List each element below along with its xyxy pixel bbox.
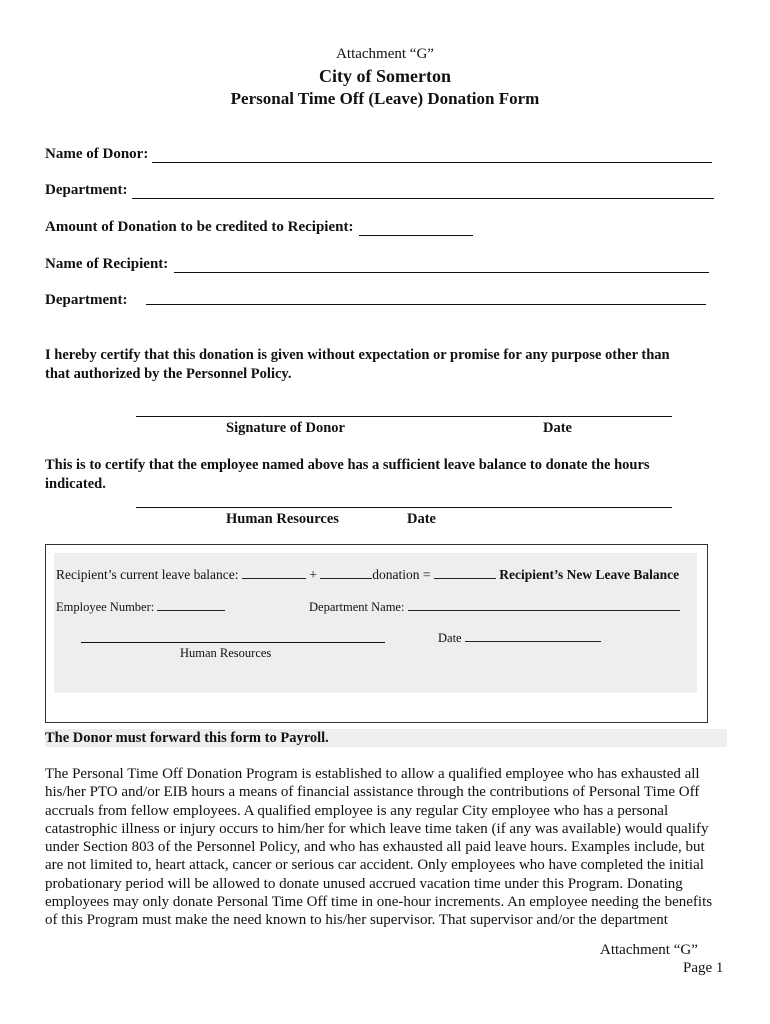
hr-certification: [45, 456, 650, 494]
donor-certification: [45, 346, 670, 384]
recipient-department-field[interactable]: [146, 304, 706, 305]
office-use-box: [45, 544, 708, 723]
office-date-row: [438, 631, 601, 646]
donor-name-field[interactable]: [152, 162, 712, 163]
office-hr-label: Human Resources: [180, 646, 272, 660]
department-label: Department:: [45, 182, 128, 198]
department-field[interactable]: [132, 198, 714, 199]
program-description-line: employees may only donate Personal Time Off time in one-hour increments. An employee needing the benefits: [45, 894, 713, 911]
recipient-department-label: Department:: [45, 292, 128, 308]
donation-amount-label: Amount of Donation to be credited to Recipient:: [45, 219, 354, 235]
recipient-name-field[interactable]: [174, 272, 709, 273]
city-name: City of Somerton: [319, 66, 451, 86]
employee-number-field[interactable]: [157, 609, 225, 611]
department-name-label: Department Name:: [309, 600, 405, 614]
hr-signature-label: Human Resources: [226, 511, 339, 527]
office-date-field[interactable]: [465, 640, 601, 642]
department-name-field[interactable]: [408, 609, 680, 611]
office-hr-signature-line[interactable]: [81, 642, 385, 643]
page-number: Page 1: [683, 960, 724, 976]
plus-sign: +: [309, 567, 317, 582]
donation-hours-field[interactable]: [320, 577, 372, 579]
leave-balance-row: [56, 567, 679, 583]
program-description-line: catastrophic illness or injury occurs to him/her for which leave time taken (if any was available) would qualify: [45, 820, 709, 837]
donor-name-label: Name of Donor:: [45, 146, 149, 162]
form-title: Personal Time Off (Leave) Donation Form: [230, 89, 540, 108]
donor-certification-line: that authorized by the Personnel Policy.: [45, 366, 292, 382]
hr-certification-line: indicated.: [45, 476, 106, 492]
employee-number-row: [56, 600, 225, 615]
recipient-name-label: Name of Recipient:: [45, 256, 169, 272]
new-balance-field[interactable]: [434, 577, 496, 579]
program-description-line: of this Program must make the need known to his/her supervisor. That supervisor and/or the department: [45, 912, 668, 929]
department-name-row: [309, 600, 680, 615]
donation-amount-field[interactable]: [359, 235, 473, 236]
forward-note: The Donor must forward this form to Payroll.: [45, 730, 329, 746]
footer-attachment-label: Attachment “G”: [600, 942, 698, 958]
hr-signature-line[interactable]: [136, 507, 672, 508]
donor-signature-line[interactable]: [136, 416, 672, 417]
office-date-label: Date: [438, 631, 462, 645]
program-description: [45, 765, 735, 930]
donor-date-label: Date: [543, 420, 572, 436]
program-description-line: his/her PTO and/or EIB hours a means of financial assistance through the contributions of Personal Time Off: [45, 784, 700, 801]
current-balance-field[interactable]: [242, 577, 306, 579]
program-description-line: are not limited to, heart attack, cancer or serious car accident. Only employees who have completed the initial: [45, 857, 704, 874]
attachment-label: Attachment “G”: [336, 46, 434, 62]
current-balance-label: Recipient’s current leave balance:: [56, 567, 239, 582]
donor-signature-label: Signature of Donor: [226, 420, 345, 436]
program-description-line: under Section 803 of the Personnel Policy, and who has exhausted all paid leave hours. Examples include, but: [45, 839, 705, 856]
donation-label: donation =: [372, 567, 431, 582]
employee-number-label: Employee Number:: [56, 600, 155, 614]
hr-certification-line: This is to certify that the employee named above has a sufficient leave balance to donate the hours: [45, 457, 650, 473]
hr-date-label: Date: [407, 511, 436, 527]
donor-certification-line: I hereby certify that this donation is given without expectation or promise for any purpose other than: [45, 347, 670, 363]
new-balance-label: Recipient’s New Leave Balance: [499, 567, 680, 582]
program-description-line: The Personal Time Off Donation Program is established to allow a qualified employee who has exhausted all: [45, 766, 700, 782]
program-description-line: probationary period will be allowed to donate unused accrued vacation time under this Program. Donating: [45, 875, 683, 892]
program-description-line: accruals from fellow employees. A qualified employee is any regular City employee who has a personal: [45, 802, 669, 819]
